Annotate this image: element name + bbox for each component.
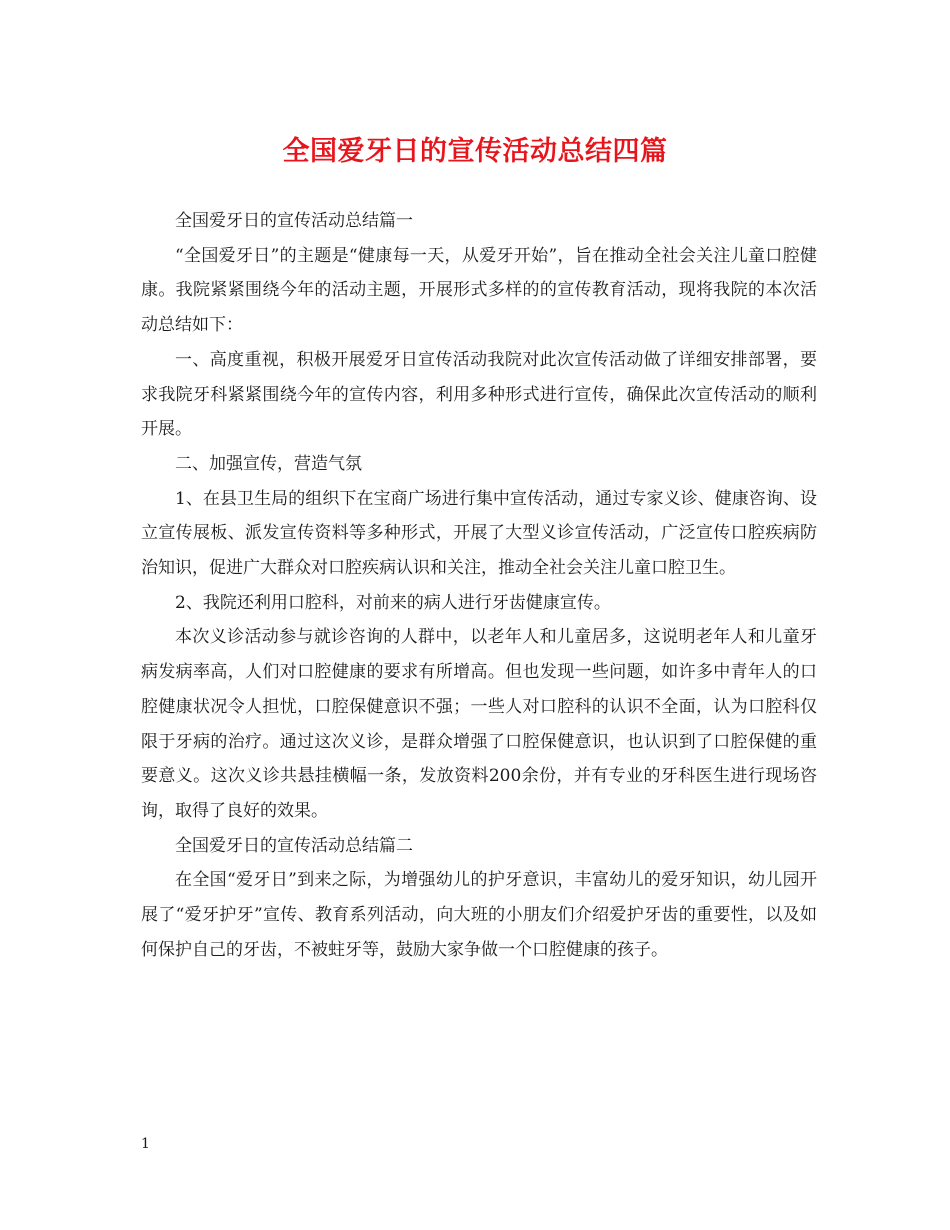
section-heading-two: 全国爱牙日的宣传活动总结篇二 xyxy=(175,835,413,856)
section-heading-one: 全国爱牙日的宣传活动总结篇一 xyxy=(175,211,413,231)
paragraph: 2、我院还利用口腔科，对前来的病人进行牙齿健康宣传。 xyxy=(175,592,611,613)
document-body xyxy=(141,204,817,967)
page-number: 1 xyxy=(141,1136,150,1152)
paragraph: 本次义诊活动参与就诊咨询的人群中，以老年人和儿童居多，这说明老年人和儿童牙病发病率高，人们对口腔健康的要求有所增高。但也发现一些问题，如许多中青年人的口腔健康状况令人担忧，口腔保健意识不强；一些人对口腔科的认识不全面，认为口腔科仅限于牙病的治疗。通过这次义诊，是群众增强了口腔保健意识，也认识到了口腔保健的重要意义。这次义诊共悬挂横幅一条，发放资料200余份，并有专业的牙科医生进行现场咨询，取得了良好的效果。 xyxy=(141,627,817,821)
document-title: 全国爱牙日的宣传活动总结四篇 xyxy=(282,136,668,167)
subheading: 二、加强宣传，营造气氛 xyxy=(175,453,362,474)
paragraph: 一、高度重视，积极开展爱牙日宣传活动我院对此次宣传活动做了详细安排部署，要求我院牙科紧紧围绕今年的宣传内容，利用多种形式进行宣传，确保此次宣传活动的顺利开展。 xyxy=(141,349,817,440)
paragraph: 1、在县卫生局的组织下在宝商广场进行集中宣传活动，通过专家义诊、健康咨询、设立宣传展板、派发宣传资料等多种形式，开展了大型义诊宣传活动，广泛宣传口腔疾病防治知识，促进广大群众对口腔疾病认识和关注，推动全社会关注儿童口腔卫生。 xyxy=(141,488,817,579)
paragraph: “全国爱牙日”的主题是“健康每一天，从爱牙开始”，旨在推动全社会关注儿童口腔健康。我院紧紧围绕今年的活动主题，开展形式多样的的宣传教育活动，现将我院的本次活动总结如下： xyxy=(141,245,817,336)
paragraph: 在全国“爱牙日”到来之际，为增强幼儿的护牙意识，丰富幼儿的爱牙知识，幼儿园开展了“爱牙护牙”宣传、教育系列活动，向大班的小朋友们介绍爱护牙齿的重要性，以及如何保护自己的牙齿，不被蛀牙等，鼓励大家争做一个口腔健康的孩子。 xyxy=(141,870,817,960)
